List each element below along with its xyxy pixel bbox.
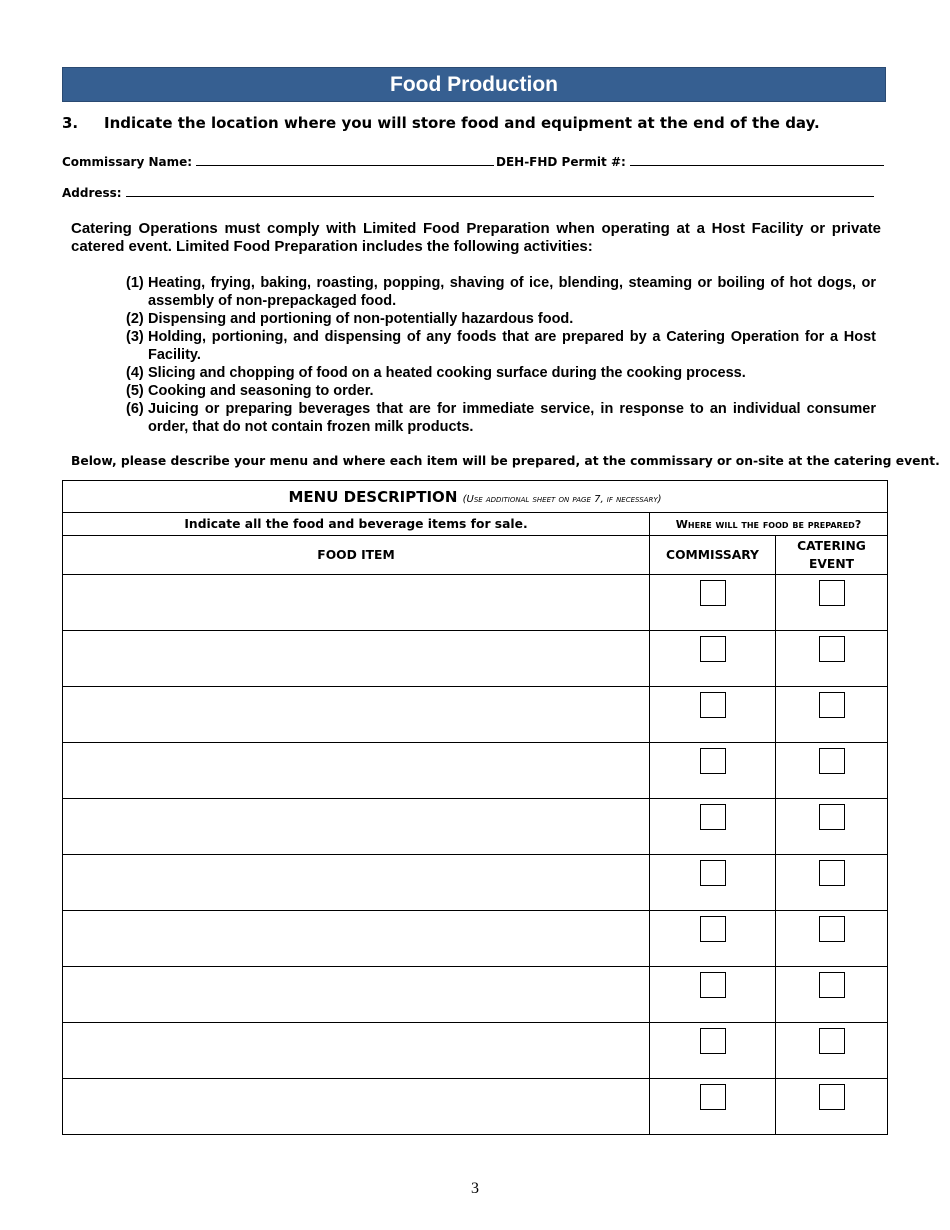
commissary-cell	[650, 631, 776, 687]
address-field-row	[62, 185, 874, 200]
list-item-text: Juicing or preparing beverages that are for immediate service, in response to an individual consumer order, that do not contain frozen milk products.	[148, 401, 876, 435]
commissary-header: COMMISSARY	[650, 536, 776, 575]
catering-cell	[776, 575, 888, 631]
section-title-banner	[62, 67, 886, 102]
catering-event-checkbox[interactable]	[819, 748, 845, 774]
list-item-number: (6)	[126, 401, 144, 417]
list-item-text: Slicing and chopping of food on a heated cooking surface during the cooking process.	[148, 365, 746, 381]
food-item-input[interactable]	[63, 1023, 650, 1079]
table-row	[63, 1079, 888, 1135]
permit-label: DEH-FHD Permit #:	[496, 155, 626, 169]
menu-table-subheader-row	[63, 513, 888, 536]
commissary-cell	[650, 911, 776, 967]
food-item-input[interactable]	[63, 855, 650, 911]
food-item-input[interactable]	[63, 1079, 650, 1135]
address-label: Address:	[62, 186, 122, 200]
menu-table-title-row	[63, 481, 888, 513]
list-item	[126, 328, 876, 364]
food-item-input[interactable]	[63, 575, 650, 631]
commissary-name-field-row	[62, 154, 494, 169]
commissary-cell	[650, 687, 776, 743]
commissary-cell	[650, 1079, 776, 1135]
commissary-checkbox[interactable]	[700, 636, 726, 662]
food-item-header: FOOD ITEM	[63, 536, 650, 575]
catering-event-checkbox[interactable]	[819, 972, 845, 998]
menu-table-title-cell	[63, 481, 888, 513]
list-item	[126, 364, 876, 382]
commissary-cell	[650, 575, 776, 631]
activity-list	[126, 274, 876, 436]
list-item-text: Heating, frying, baking, roasting, popping, shaving of ice, blending, steaming or boiling of hot dogs, or assembly of non-prepackaged food.	[148, 275, 876, 309]
catering-cell	[776, 911, 888, 967]
list-item-number: (1)	[126, 275, 144, 291]
table-row	[63, 575, 888, 631]
list-item	[126, 382, 876, 400]
menu-description-table	[62, 480, 888, 1135]
catering-cell	[776, 1079, 888, 1135]
menu-table-header-row	[63, 536, 888, 575]
question-3	[62, 114, 892, 132]
food-item-input[interactable]	[63, 631, 650, 687]
commissary-checkbox[interactable]	[700, 916, 726, 942]
catering-event-checkbox[interactable]	[819, 860, 845, 886]
commissary-checkbox[interactable]	[700, 580, 726, 606]
where-prepared-label: Where will the food be prepared?	[650, 513, 888, 536]
list-item-number: (3)	[126, 329, 144, 345]
food-item-input[interactable]	[63, 799, 650, 855]
commissary-cell	[650, 1023, 776, 1079]
catering-event-checkbox[interactable]	[819, 1084, 845, 1110]
catering-event-checkbox[interactable]	[819, 636, 845, 662]
permit-number-input[interactable]	[630, 154, 884, 166]
catering-event-header	[776, 536, 888, 575]
commissary-name-label: Commissary Name:	[62, 155, 193, 169]
section-title: Food Production	[390, 72, 558, 96]
catering-event-checkbox[interactable]	[819, 804, 845, 830]
list-item-number: (4)	[126, 365, 144, 381]
catering-cell	[776, 1023, 888, 1079]
limited-food-prep-intro: Catering Operations must comply with Limited Food Preparation when operating at a Host Facility or private catered event. Limited Food Preparation includes the following activities:	[71, 220, 881, 255]
list-item-number: (2)	[126, 311, 144, 327]
permit-field-row	[496, 154, 884, 169]
food-item-input[interactable]	[63, 687, 650, 743]
catering-cell	[776, 799, 888, 855]
list-item-number: (5)	[126, 383, 144, 399]
catering-cell	[776, 967, 888, 1023]
table-row	[63, 743, 888, 799]
table-row	[63, 687, 888, 743]
catering-cell	[776, 855, 888, 911]
commissary-cell	[650, 855, 776, 911]
table-row	[63, 631, 888, 687]
catering-event-checkbox[interactable]	[819, 580, 845, 606]
table-row	[63, 1023, 888, 1079]
commissary-checkbox[interactable]	[700, 972, 726, 998]
menu-table-title-note: (Use additional sheet on page 7, if necessary)	[462, 493, 662, 505]
commissary-checkbox[interactable]	[700, 804, 726, 830]
list-item	[126, 274, 876, 310]
list-item	[126, 400, 876, 436]
list-item	[126, 310, 876, 328]
commissary-cell	[650, 799, 776, 855]
table-row	[63, 855, 888, 911]
address-input[interactable]	[126, 185, 874, 197]
catering-cell	[776, 631, 888, 687]
commissary-checkbox[interactable]	[700, 1084, 726, 1110]
catering-cell	[776, 687, 888, 743]
catering-event-checkbox[interactable]	[819, 916, 845, 942]
catering-event-checkbox[interactable]	[819, 1028, 845, 1054]
food-item-input[interactable]	[63, 743, 650, 799]
commissary-checkbox[interactable]	[700, 748, 726, 774]
catering-header-line1: CATERING	[797, 539, 866, 553]
commissary-name-input[interactable]	[196, 154, 494, 166]
list-item-text: Cooking and seasoning to order.	[148, 383, 374, 399]
page-number: 3	[471, 1180, 479, 1197]
commissary-checkbox[interactable]	[700, 860, 726, 886]
list-item-text: Dispensing and portioning of non-potentially hazardous food.	[148, 311, 574, 327]
table-row	[63, 799, 888, 855]
question-number: 3.	[62, 114, 79, 132]
food-item-input[interactable]	[63, 911, 650, 967]
menu-instruction: Below, please describe your menu and where each item will be prepared, at the commissary or on-site at the catering event.	[71, 454, 940, 468]
catering-cell	[776, 743, 888, 799]
commissary-cell	[650, 743, 776, 799]
catering-header-line2: EVENT	[809, 557, 854, 571]
commissary-checkbox[interactable]	[700, 692, 726, 718]
indicate-items-label: Indicate all the food and beverage items for sale.	[63, 513, 650, 536]
food-item-input[interactable]	[63, 967, 650, 1023]
menu-table-title: MENU DESCRIPTION	[288, 487, 458, 506]
table-row	[63, 911, 888, 967]
commissary-cell	[650, 967, 776, 1023]
question-text: Indicate the location where you will store food and equipment at the end of the day.	[104, 114, 820, 132]
table-row	[63, 967, 888, 1023]
commissary-checkbox[interactable]	[700, 1028, 726, 1054]
catering-event-checkbox[interactable]	[819, 692, 845, 718]
list-item-text: Holding, portioning, and dispensing of any foods that are prepared by a Catering Operation for a Host Facility.	[148, 329, 876, 363]
